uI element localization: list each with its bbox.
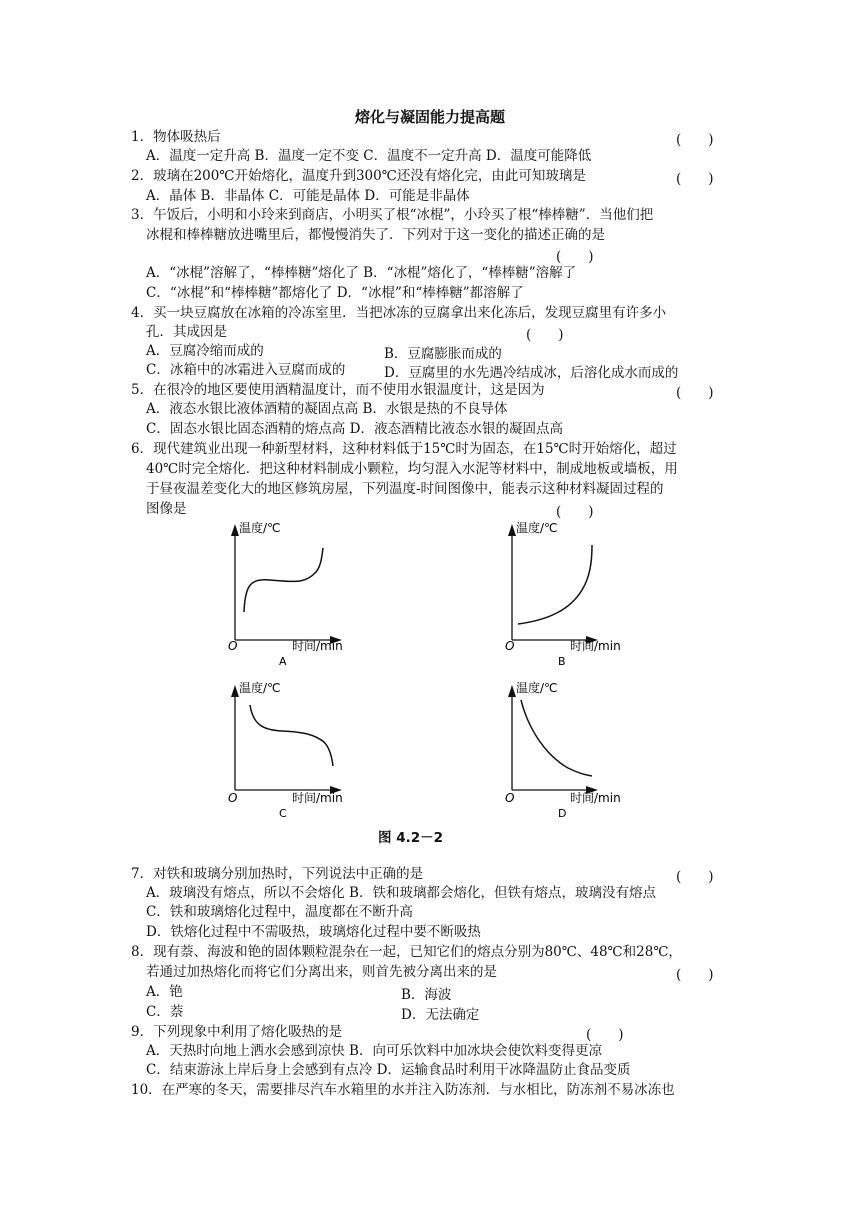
panel-c-curve bbox=[250, 705, 333, 766]
question-4-option-c: C．冰箱中的冰霜进入豆腐而成的 bbox=[146, 362, 346, 378]
panel-a bbox=[228, 520, 343, 668]
question-4-line-1: 4．买一块豆腐放在冰箱的冷冻室里．当把冰冻的豆腐拿出来化冻后，发现豆腐里有许多小 bbox=[131, 305, 667, 321]
question-8-option-d: D．无法确定 bbox=[401, 1007, 480, 1023]
question-7-stem: 7．对铁和玻璃分别加热时，下列说法中正确的是 bbox=[131, 866, 424, 882]
figure-caption: 图 4.2－2 bbox=[378, 830, 444, 846]
question-4-option-d: D．豆腐里的水先遇冷结成冰，后溶化成水而成的 bbox=[384, 365, 679, 381]
question-10-line-1: 10．在严寒的冬天，需要排尽汽车水箱里的水并注入防冻剂．与水相比，防冻剂不易冰冻也 bbox=[131, 1082, 675, 1098]
question-9-stem: 9．下列现象中利用了熔化吸热的是 bbox=[131, 1024, 343, 1040]
question-3-line-2: 冰棍和棒棒糖放进嘴里后，都慢慢消失了．下列对于这一变化的描述正确的是 bbox=[146, 227, 605, 243]
panel-b-ylabel: 温度/℃ bbox=[516, 521, 558, 535]
question-7-option-c: C．铁和玻璃熔化过程中，温度都在不断升高 bbox=[146, 904, 413, 920]
panel-a-y-arrow bbox=[231, 524, 239, 536]
question-4-line-2: 孔．其成因是 bbox=[146, 324, 227, 340]
question-6-line-2: 40℃时完全熔化．把这种材料制成小颗粒，均匀混入水泥等材料中，制成地板或墙板，用 bbox=[146, 461, 678, 477]
panel-d-origin: O bbox=[505, 791, 515, 805]
question-5-options-cd: C．固态水银比固态酒精的熔点高 D．液态酒精比液态水银的凝固点高 bbox=[146, 421, 563, 437]
question-8-line-2: 若通过加热熔化而将它们分离出来，则首先被分离出来的是 bbox=[146, 964, 497, 980]
panel-d-letter: D bbox=[558, 807, 567, 820]
question-8-option-c: C．萘 bbox=[146, 1004, 184, 1020]
question-1-options: A．温度一定升高 B．温度一定不变 C．温度不一定升高 D．温度可能降低 bbox=[146, 148, 592, 164]
panel-b-letter: B bbox=[558, 655, 566, 668]
panel-b-y-arrow bbox=[508, 524, 516, 536]
question-6-line-1: 6．现代建筑业出现一种新型材料，这种材料低于15℃时为固态，在15℃时开始熔化，超过 bbox=[131, 441, 677, 457]
question-3-line-1: 3．午饭后，小明和小玲来到商店，小明买了根“冰棍”，小玲买了根“棒棒糖”．当他们把 bbox=[131, 207, 654, 223]
panel-b-xlabel: 时间/min bbox=[570, 639, 621, 653]
answer-blank-q9: ( ) bbox=[586, 1027, 624, 1043]
answer-blank-q8: ( ) bbox=[676, 967, 714, 983]
page-title: 熔化与凝固能力提高题 bbox=[354, 108, 505, 126]
question-6-line-3: 于昼夜温差变化大的地区修筑房屋，下列温度-时间图像中，能表示这种材料凝固过程的 bbox=[146, 481, 664, 497]
panel-b bbox=[505, 520, 621, 668]
answer-blank-q3: ( ) bbox=[556, 249, 594, 265]
question-2-stem: 2．玻璃在200℃开始熔化，温度升到300℃还没有熔化完，由此可知玻璃是 bbox=[131, 168, 586, 184]
question-8-line-1: 8．现有萘、海波和铯的固体颗粒混杂在一起，已知它们的熔点分别为80℃、48℃和28℃， bbox=[131, 944, 682, 960]
panel-d-ylabel: 温度/℃ bbox=[516, 681, 558, 695]
answer-blank-q7: ( ) bbox=[676, 869, 714, 885]
question-8-option-a: A．铯 bbox=[146, 984, 183, 1000]
question-4-option-a: A．豆腐冷缩而成的 bbox=[146, 343, 264, 359]
panel-c bbox=[228, 680, 343, 820]
panel-a-xlabel: 时间/min bbox=[292, 639, 343, 653]
answer-blank-q4: ( ) bbox=[526, 327, 564, 343]
question-9-options-ab: A．天热时向地上洒水会感到凉快 B．向可乐饮料中加冰块会使饮料变得更凉 bbox=[146, 1043, 602, 1059]
panel-a-ylabel: 温度/℃ bbox=[239, 521, 281, 535]
question-7-options-ab: A．玻璃没有熔点，所以不会熔化 B．铁和玻璃都会熔化，但铁有熔点，玻璃没有熔点 bbox=[146, 885, 656, 901]
answer-blank-q6: ( ) bbox=[556, 504, 594, 520]
panel-c-origin: O bbox=[228, 791, 238, 805]
panel-d-curve bbox=[521, 700, 592, 776]
question-4-option-b: B．豆腐膨胀而成的 bbox=[384, 346, 502, 362]
panel-a-curve bbox=[244, 548, 323, 612]
question-8-option-b: B．海波 bbox=[401, 987, 452, 1003]
panel-b-curve bbox=[518, 545, 592, 624]
panel-d-y-arrow bbox=[508, 685, 516, 697]
question-5-stem: 5．在很冷的地区要使用酒精温度计，而不使用水银温度计，这是因为 bbox=[131, 382, 545, 398]
panel-c-ylabel: 温度/℃ bbox=[239, 681, 281, 695]
panel-c-xlabel: 时间/min bbox=[292, 791, 343, 805]
question-1-stem: 1．物体吸热后 bbox=[131, 129, 221, 145]
panel-a-origin: O bbox=[228, 639, 238, 653]
question-9-options-cd: C．结束游泳上岸后身上会感到有点冷 D．运输食品时利用干冰降温防止食品变质 bbox=[146, 1062, 631, 1078]
question-6-line-4: 图像是 bbox=[146, 501, 187, 517]
answer-blank-q5: ( ) bbox=[676, 385, 714, 401]
question-3-options-cd: C．“冰棍”和“棒棒糖”都熔化了 D．“冰棍”和“棒棒糖”都溶解了 bbox=[146, 285, 524, 301]
question-7-option-d: D．铁熔化过程中不需吸热，玻璃熔化过程中要不断吸热 bbox=[146, 924, 481, 940]
panel-b-origin: O bbox=[505, 639, 515, 653]
question-3-options-ab: A．“冰棍”溶解了，“棒棒糖”熔化了 B．“冰棍”熔化了，“棒棒糖”溶解了 bbox=[146, 265, 577, 281]
question-2-options: A．晶体 B．非晶体 C．可能是晶体 D．可能是非晶体 bbox=[146, 188, 470, 204]
panel-c-letter: C bbox=[279, 807, 287, 820]
question-5-options-ab: A．液态水银比液体酒精的凝固点高 B．水银是热的不良导体 bbox=[146, 401, 508, 417]
panel-d-xlabel: 时间/min bbox=[570, 791, 621, 805]
answer-blank-q1: ( ) bbox=[676, 132, 714, 148]
answer-blank-q2: ( ) bbox=[676, 171, 714, 187]
panel-a-letter: A bbox=[279, 655, 287, 668]
panel-d bbox=[505, 680, 621, 820]
panel-c-y-arrow bbox=[231, 685, 239, 697]
